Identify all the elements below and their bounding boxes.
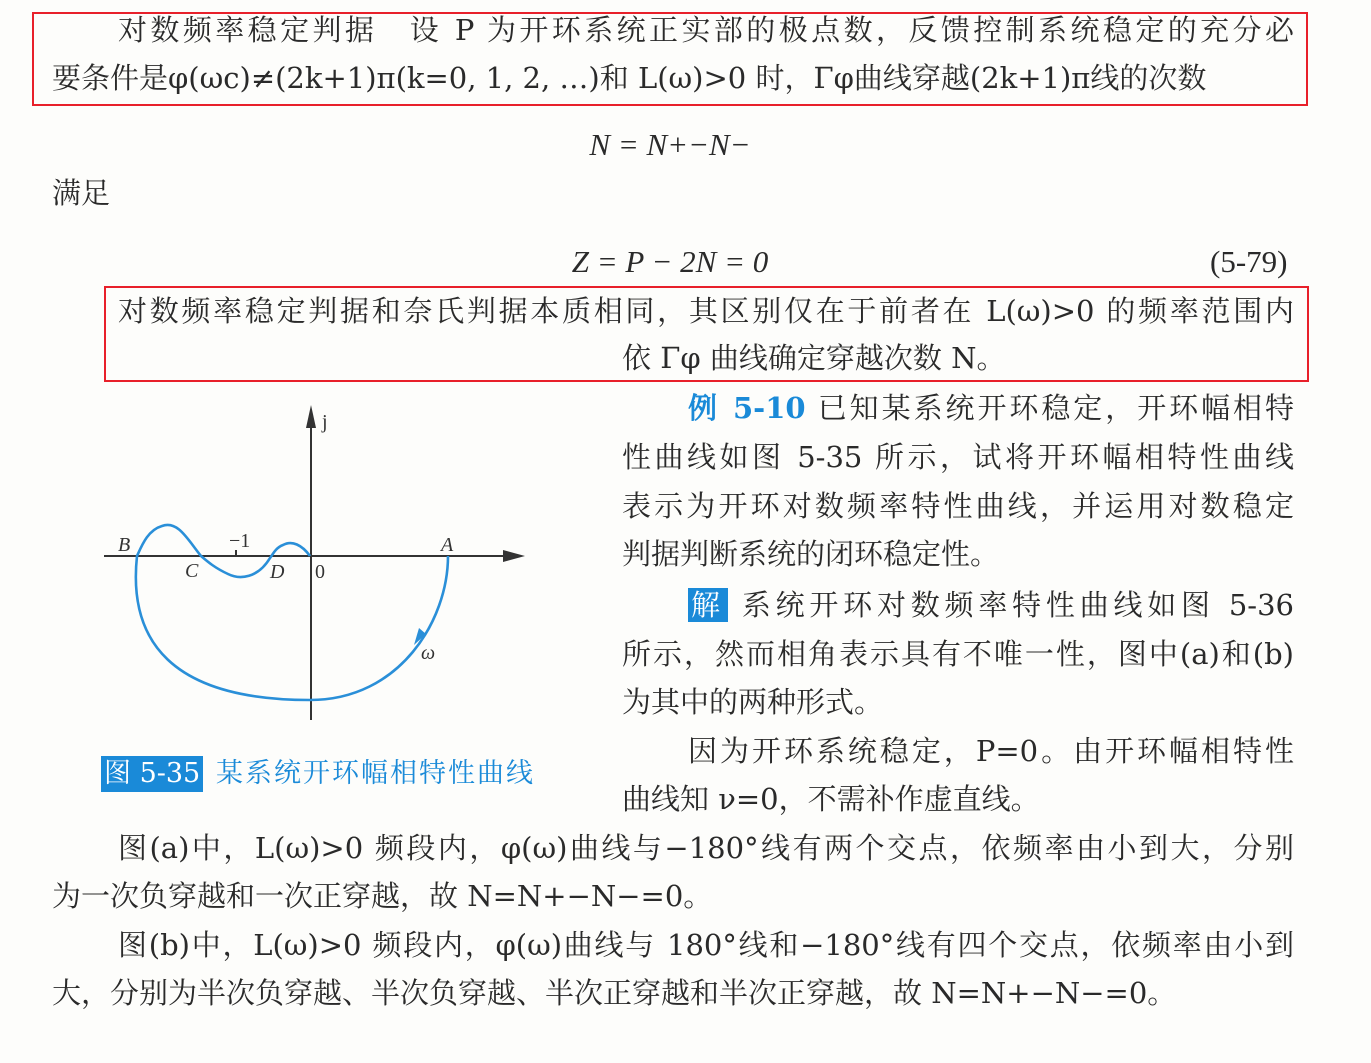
criterion-line-1: 对数频率稳定判据 设 P 为开环系统正实部的极点数，反馈控制系统稳定的充分必 — [118, 13, 1294, 47]
label-D: D — [270, 561, 285, 583]
criterion-line-2: 要条件是φ(ωc)≠(2k+1)π(k=0, 1, 2, …)和 L(ω)>0 时，Γφ曲线穿越(2k+1)π线的次数 — [52, 61, 1207, 95]
example-line-4: 判据判断系统的闭环稳定性。 — [622, 537, 1000, 571]
label-B: B — [118, 534, 131, 556]
label-origin: 0 — [315, 561, 325, 583]
figure-caption-number: 图 5-35 — [101, 756, 203, 792]
solution-line-5: 曲线知 ν=0，不需补作虚直线。 — [622, 782, 1040, 816]
example-line-2: 性曲线如图 5-35 所示，试将开环幅相特性曲线 — [622, 440, 1294, 474]
solution-line-4: 因为开环系统稳定，P=0。由开环幅相特性 — [688, 734, 1294, 768]
paragraph-a-line-1: 图(a)中，L(ω)>0 频段内，φ(ω)曲线与−180°线有两个交点，依频率由小到大，分别 — [118, 831, 1294, 865]
paragraph-a-line-2: 为一次负穿越和一次正穿越，故 N=N+−N−=0。 — [52, 879, 713, 913]
solution-line-2: 所示，然而相角表示具有不唯一性，图中(a)和(b) — [622, 637, 1294, 671]
nyquist-plot-figure — [0, 0, 560, 740]
satisfy-text: 满足 — [52, 176, 111, 210]
solution-line-1 — [688, 585, 1294, 625]
real-axis-arrow-icon — [503, 550, 525, 562]
paragraph-b-line-2: 大，分别为半次负穿越、半次负穿越、半次正穿越和半次正穿越，故 N=N+−N−=0。 — [52, 976, 1177, 1010]
comparison-line-1: 对数频率稳定判据和奈氏判据本质相同，其区别仅在于前者在 L(ω)>0 的频率范围内 — [118, 294, 1294, 328]
label-omega: ω — [421, 642, 436, 664]
example-line-3: 表示为开环对数频率特性曲线，并运用对数稳定 — [622, 489, 1294, 523]
equation-Z: Z = P − 2N = 0 — [571, 244, 769, 279]
equation-N: N = N+−N− — [589, 127, 751, 162]
comparison-line-2: 依 Γφ 曲线确定穿越次数 N。 — [622, 341, 1006, 375]
solution-label: 解 — [688, 588, 728, 622]
figure-caption-text: 某系统开环幅相特性曲线 — [216, 758, 535, 789]
label-minus-1: −1 — [229, 530, 251, 552]
solution-text: 系统开环对数频率特性曲线如图 5-36 — [741, 588, 1294, 622]
solution-line-3: 为其中的两种形式。 — [622, 685, 884, 719]
label-A: A — [441, 534, 454, 556]
example-line-1 — [688, 388, 1294, 428]
label-j: j — [322, 411, 328, 433]
paragraph-b-line-1: 图(b)中，L(ω)>0 频段内，φ(ω)曲线与 180°线和−180°线有四个交点，依频率由小到 — [118, 928, 1294, 962]
nyquist-curve — [136, 525, 448, 700]
equation-number: (5-79) — [1210, 244, 1288, 279]
example-text: 已知某系统开环稳定，开环幅相特 — [817, 391, 1294, 425]
label-C: C — [185, 560, 199, 582]
imag-axis-arrow-icon — [306, 405, 316, 428]
example-label: 例 5-10 — [688, 391, 806, 425]
